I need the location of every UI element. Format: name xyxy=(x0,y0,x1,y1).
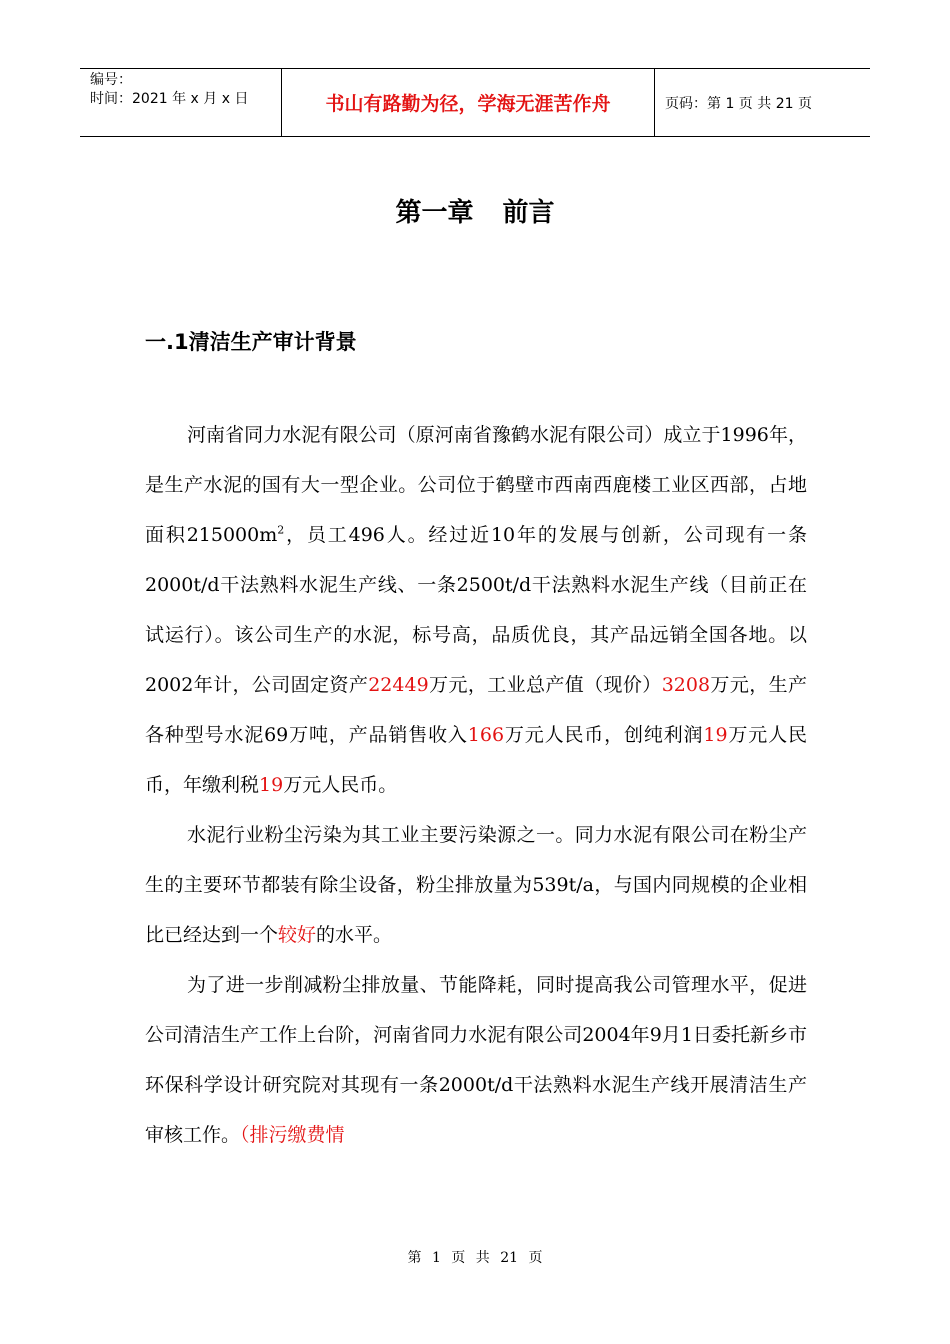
highlight-value: 3208 xyxy=(661,674,711,696)
document-body xyxy=(145,410,807,1160)
chapter-title: 第一章 前言 xyxy=(395,198,555,228)
text-segment: 为了进一步削减粉尘排放量、节能降耗，同时提高我公司管理水平，促进公司清洁生产工作上台阶，河南省同力水泥有限公司2004年9月1日委托新乡市环保科学设计研究院对其现有一条2000t/d干法熟料水泥生产线开展清洁生产审核工作。 xyxy=(145,974,807,1146)
text-segment: 万元人民币。 xyxy=(283,774,398,796)
highlight-text: （排污缴费情 xyxy=(240,1124,345,1146)
header-motto: 书山有路勤为径，学海无涯苦作舟 xyxy=(282,69,655,136)
text-segment: 的水平。 xyxy=(316,924,393,946)
section-title: 一.1清洁生产审计背景 xyxy=(145,330,357,354)
highlight-value: 19 xyxy=(703,724,728,746)
text-segment: ，员工496人。经过近10年的发展与创新，公司现有一条2000t/d干法熟料水泥生产线、一条2500t/d干法熟料水泥生产线（目前正在试运行）。该公司生产的水泥，标号高，品质优良，其产品远销全国各地。以2002年计，公司固定资产 xyxy=(145,524,807,696)
highlight-text: 较好 xyxy=(278,924,317,946)
text-segment: 万元，生产各种型号水泥69万吨，产品销售收入 xyxy=(145,674,807,746)
page-footer: 第 1 页 共 21 页 xyxy=(407,1250,543,1266)
paragraph-dust-pollution xyxy=(145,810,807,960)
text-segment: 万元人民币，创纯利润 xyxy=(504,724,704,746)
highlight-value: 19 xyxy=(259,774,284,796)
header-page-info: 页码：第 1 页 共 21 页 xyxy=(665,95,812,112)
header-meta-cell xyxy=(80,69,282,136)
text-segment: 万元，工业总产值（现价） xyxy=(428,674,662,696)
highlight-value: 166 xyxy=(467,724,505,746)
text-segment: 河南省同力水泥有限公司（原河南省豫鹤水泥有限公司）成立于1996年，是生产水泥的国有大一型企业。公司位于鹤壁市西南西鹿楼工业区西部，占地面积215000m xyxy=(145,424,807,546)
text-segment: 水泥行业粉尘污染为其工业主要污染源之一。同力水泥有限公司在粉尘产生的主要环节都装有除尘设备，粉尘排放量为539t/a，与国内同规模的企业相比已经达到一个 xyxy=(145,824,807,946)
superscript: 2 xyxy=(277,523,285,537)
document-header xyxy=(80,68,870,137)
highlight-value: 22449 xyxy=(368,674,429,696)
paragraph-company-background xyxy=(145,410,807,810)
paragraph-audit-commission xyxy=(145,960,807,1160)
time-label: 时间：2021 年 x 月 x 日 xyxy=(90,91,249,107)
text-segment: 万元人民币，年缴利税 xyxy=(145,724,807,796)
number-label: 编号： xyxy=(90,72,132,88)
